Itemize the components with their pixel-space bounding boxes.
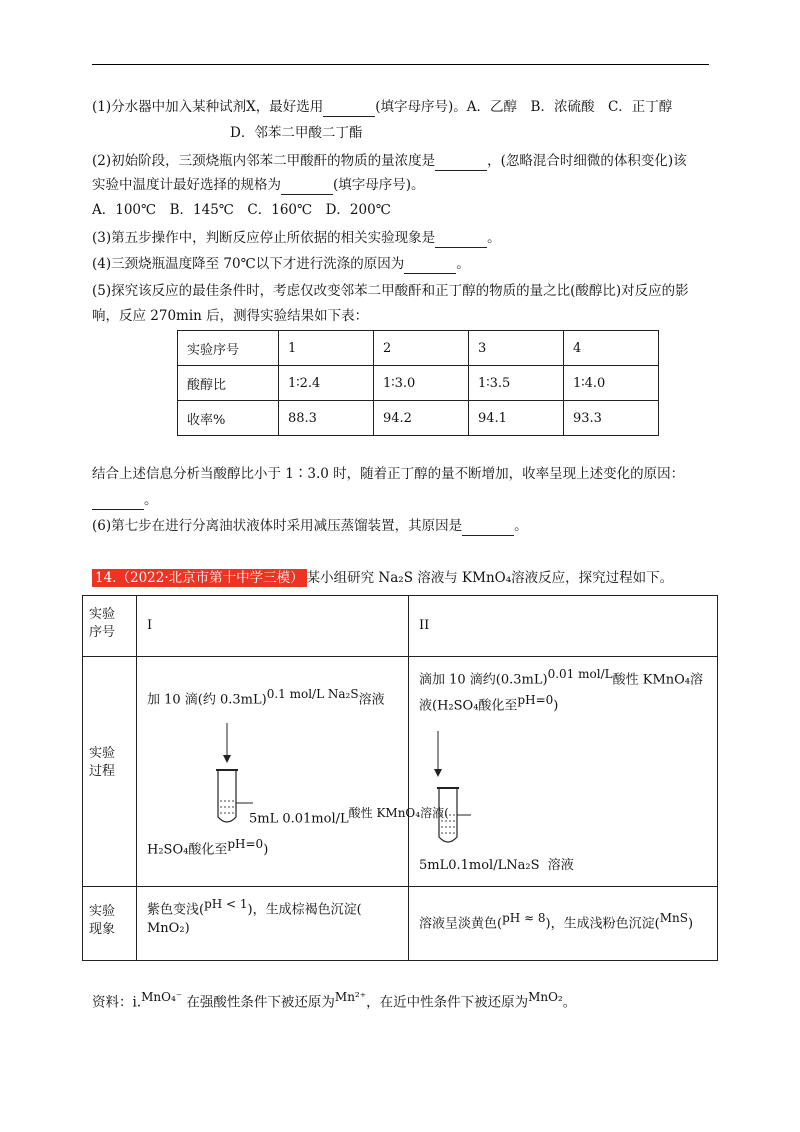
- table-cell: 2: [374, 331, 469, 366]
- table-cell: 1∶4.0: [564, 366, 659, 401]
- process-text: 酸化至: [188, 842, 228, 858]
- process-ii-top: [419, 665, 703, 689]
- table-cell: 93.3: [564, 401, 659, 436]
- answer-blank[interactable]: [404, 255, 456, 274]
- table-cell: 88.3: [279, 401, 374, 436]
- test-tube-icon: [419, 729, 489, 849]
- header-cell: [137, 596, 409, 657]
- row-label: 实验 现象: [89, 904, 116, 937]
- table-cell: 实验序号: [178, 331, 279, 366]
- table-cell: 1∶2.4: [279, 366, 374, 401]
- header-label: 实验 序号: [89, 607, 116, 640]
- note-text: 在强酸性条件下被还原为: [186, 994, 335, 1011]
- observation-i: [147, 895, 362, 919]
- process-text: 酸化至: [478, 698, 518, 714]
- table-cell: 94.1: [469, 401, 564, 436]
- table-row: [83, 887, 718, 961]
- q2-text-2: ，(忽略混合时细微的体积变化)该: [487, 153, 687, 169]
- ph-value: pH < 1: [204, 897, 248, 911]
- q6-end: 。: [514, 518, 528, 534]
- question-5-cont: 响，反应 270min 后，测得实验结果如下表：: [92, 308, 369, 324]
- table-row: [178, 331, 659, 366]
- process-text: 加 10 滴(约 0.3mL): [147, 692, 267, 708]
- answer-blank[interactable]: [435, 229, 487, 248]
- answer-blank[interactable]: [281, 176, 333, 195]
- row-label-cell: [83, 887, 137, 961]
- observation-text: )，生成浅粉色沉淀(: [545, 916, 660, 932]
- reagent-concentration: 0.01 mol/L: [547, 667, 613, 681]
- experiment-ii-label: II: [419, 618, 430, 633]
- ph-value: pH=0: [227, 837, 264, 851]
- table-cell: 94.2: [374, 401, 469, 436]
- question-3: [92, 229, 501, 248]
- experiment-table: [82, 595, 718, 961]
- observation-text: )，生成棕褐色沉淀(: [247, 902, 362, 918]
- conclusion-answer: [92, 491, 158, 510]
- process-text: 酸性 KMnO₄溶液(: [348, 806, 449, 820]
- process-text: 酸性 KMnO₄溶: [612, 672, 703, 688]
- q4-text: (4)三颈烧瓶温度降至 70℃以下才进行洗涤的原因为: [92, 256, 405, 272]
- note-text: 。: [562, 994, 577, 1011]
- ratio-yield-table: [177, 330, 659, 436]
- answer-blank[interactable]: [462, 517, 514, 536]
- ph-value: pH=0: [517, 693, 554, 707]
- formula: MnS: [659, 911, 688, 925]
- answer-blank[interactable]: [92, 491, 144, 510]
- question-6: [92, 517, 528, 536]
- header-cell: [409, 596, 718, 657]
- process-text: ): [553, 698, 559, 714]
- row-label: 实验 过程: [89, 746, 116, 779]
- ph-value: pH ≈ 8: [502, 911, 546, 925]
- question-4: [92, 255, 470, 274]
- observation-cell-i: [137, 887, 409, 961]
- observation-i-2: [147, 920, 190, 938]
- table-row: [178, 366, 659, 401]
- conclusion-end: 。: [144, 492, 158, 508]
- process-i-bottom-2: [147, 835, 268, 859]
- q6-text: (6)第七步在进行分离油状液体时采用减压蒸馏装置，其原因是: [92, 518, 463, 534]
- table-row: [83, 596, 718, 657]
- process-i-top: [147, 685, 385, 709]
- process-text: H₂SO₄: [147, 842, 189, 858]
- question-5: (5)探究该反应的最佳条件时，考虑仅改变邻苯二甲酸酐和正丁醇的物质的量之比(酸醇比)对反应的影: [92, 283, 689, 299]
- formula: MnO₂: [147, 921, 185, 936]
- question-number-badge: [92, 569, 307, 587]
- q3-text: (3)第五步操作中，判断反应停止所依据的相关实验现象是: [92, 230, 436, 246]
- q2-text-4: (填字母序号)。: [333, 177, 425, 193]
- process-cell-ii: [409, 657, 718, 887]
- reagent-concentration: 0.1 mol/L Na₂S: [266, 687, 359, 701]
- conclusion-text: 结合上述信息分析当酸醇比小于 1∶3.0 时，随着正丁醇的量不断增加，收率呈现上述变化的原因：: [92, 466, 685, 482]
- observation-text: 紫色变浅(: [147, 902, 205, 918]
- question-2: [92, 152, 687, 171]
- table-row: [83, 657, 718, 887]
- process-text: 5mL 0.01mol/L: [249, 811, 349, 827]
- q1-text: (1)分水器中加入某种试剂X，最好选用: [92, 99, 324, 115]
- formula: Mn²⁺: [334, 990, 367, 1004]
- table-cell: 收率%: [178, 401, 279, 436]
- table-cell: 1∶3.5: [469, 366, 564, 401]
- observation-text: ): [184, 921, 190, 936]
- process-text: 溶液: [547, 858, 574, 873]
- q2-text: (2)初始阶段，三颈烧瓶内邻苯二甲酸酐的物质的量浓度是: [92, 153, 436, 169]
- observation-cell-ii: [409, 887, 718, 961]
- formula: MnO₂: [528, 990, 563, 1004]
- process-text: ): [263, 842, 269, 858]
- note-text: 资料：i.: [92, 994, 142, 1011]
- header-rule: [92, 64, 709, 65]
- q3-end: 。: [487, 230, 501, 246]
- question-2-cont: [92, 176, 425, 195]
- process-cell-i: [137, 657, 449, 887]
- question-1: [92, 98, 672, 117]
- experiment-i-label: I: [147, 618, 153, 633]
- question-number: 14.: [95, 570, 117, 586]
- question-stem: 某小组研究 Na₂S 溶液与 KMnO₄溶液反应，探究过程如下。: [306, 570, 674, 586]
- table-cell: 酸醇比: [178, 366, 279, 401]
- q1-option-d: D．邻苯二甲酸二丁酯: [230, 125, 363, 141]
- process-ii-top-2: [419, 691, 558, 715]
- observation-text: 溶液呈淡黄色(: [419, 916, 503, 932]
- row-label-cell: [83, 657, 137, 887]
- observation-text: ): [687, 916, 694, 932]
- table-cell: 4: [564, 331, 659, 366]
- question-14: [92, 569, 673, 587]
- table-row: [178, 401, 659, 436]
- note-text: ，在近中性条件下被还原为: [366, 994, 529, 1011]
- process-text: 5mL0.1mol/LNa₂S: [419, 858, 540, 873]
- question-source: （2022·北京市第十中学三模）: [116, 570, 304, 586]
- q4-end: 。: [456, 256, 470, 272]
- answer-blank[interactable]: [435, 152, 487, 171]
- table-cell: 3: [469, 331, 564, 366]
- process-text: 溶液: [358, 692, 385, 708]
- q2-text-3: 实验中温度计最好选择的规格为: [92, 177, 281, 193]
- process-ii-bottom: [419, 857, 574, 875]
- observation-ii: [419, 909, 693, 933]
- formula: MnO₄⁻: [141, 990, 183, 1004]
- q1-text-2: (填字母序号)。A．乙醇 B．浓硫酸 C．正丁醇: [375, 99, 673, 115]
- answer-blank[interactable]: [323, 98, 375, 117]
- process-text: 液(: [419, 698, 438, 714]
- header-cell: [83, 596, 137, 657]
- q2-options: A．100℃ B．145℃ C．160℃ D．200℃: [92, 202, 391, 218]
- process-text: H₂SO₄: [437, 698, 479, 714]
- reference-note: [92, 988, 576, 1012]
- process-text: 滴加 10 滴约(0.3mL): [419, 672, 548, 688]
- table-cell: 1: [279, 331, 374, 366]
- table-cell: 1∶3.0: [374, 366, 469, 401]
